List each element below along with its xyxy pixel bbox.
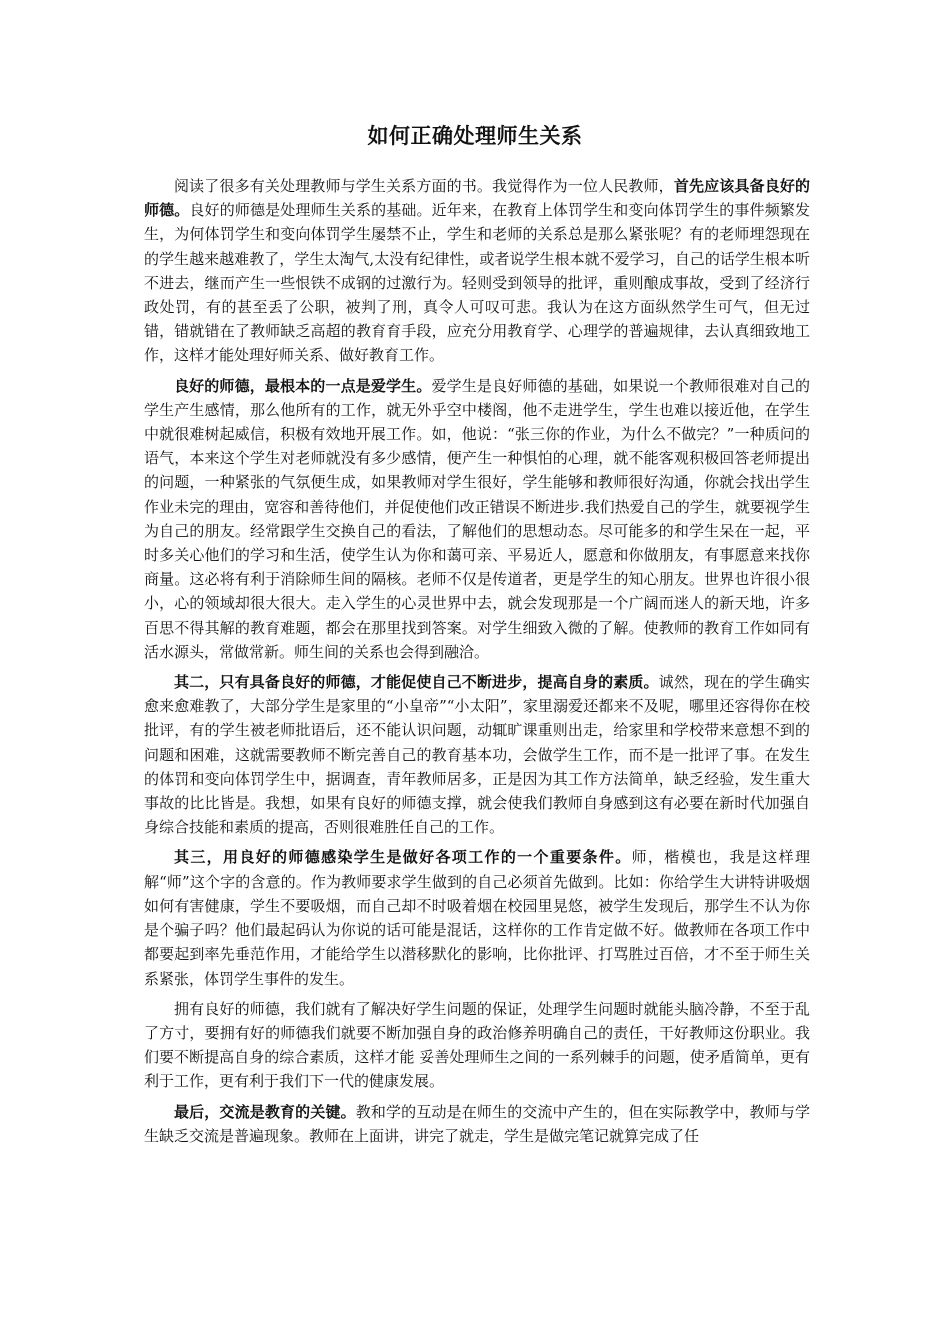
paragraph-2 <box>144 374 810 664</box>
paragraph-3-text: 诚然，现在的学生确实愈来愈难教了，大部分学生是家里的“小皇帝”“小太阳”，家里溺爱还都来不及呢，哪里还容得你在校批评，有的学生被老师批语后，还不能认识问题，动辄旷课重则出走，给家里和学校带来意想不到的问题和困难，这就需要教师不断完善自己的教育基本功，会做学生工作，而不是一批评了事。在发生的体罚和变向体罚学生中，据调查，青年教师居多，正是因为其工作方法简单，缺乏经验，发生重大事故的比比皆是。我想，如果有良好的师德支撑，就会使我们教师自身感到这有必要在新时代加强自身综合技能和素质的提高，否则很难胜任自己的工作。 <box>144 673 810 837</box>
document-title: 如何正确处理师生关系 <box>367 124 583 148</box>
paragraph-4-heading: 其三，用良好的师德感染学生是做好各项工作的一个重要条件。 <box>174 848 632 867</box>
paragraph-2-heading: 良好的师德，最根本的一点是爱学生。 <box>174 376 432 395</box>
paragraph-1-text: 阅读了很多有关处理教师与学生关系方面的书。我觉得作为一位人民教师， <box>174 177 674 195</box>
paragraph-1-bold-text: 首先应该具备良好的师德。 <box>144 177 810 220</box>
paragraph-3 <box>144 670 810 839</box>
paragraph-6-heading: 最后，交流是教育的关键。 <box>174 1102 356 1121</box>
paragraph-1 <box>144 174 810 368</box>
paragraph-6 <box>144 1100 810 1148</box>
paragraph-3-heading: 其二，只有具备良好的师德，才能促使自己不断进步，提高自身的素质。 <box>174 673 659 692</box>
paragraph-5-text: 拥有良好的师德，我们就有了解决好学生问题的保证，处理学生问题时就能头脑冷静，不至于乱了方寸，要拥有好的师德我们就要不断加强自身的政治修养明确自己的责任，干好教师这份职业。我们要不断提高自身的综合素质，这样才能 妥善处理师生之间的一系列棘手的问题，使矛盾简单，更有利于工作，更有利于我们下一代的健康发展。 <box>144 999 810 1091</box>
paragraph-5 <box>144 997 810 1094</box>
paragraph-4 <box>144 845 810 990</box>
paragraph-4-text: 师，楷模也，我是这样理解“师”这个字的含意的。作为教师要求学生做到的自己必须首先做到。比如：你给学生大讲特讲吸烟如何有害健康，学生不要吸烟，而自己却不时吸着烟在校园里晃悠，被学生发现后，那学生不认为你是个骗子吗？他们最起码认为你说的话可能是混话，这样你的工作肯定做不好。做教师在各项工作中都要起到率先垂范作用，才能给学生以潜移默化的影响，比你批评、打骂胜过百倍，才不至于师生关系紧张，体罚学生事件的发生。 <box>144 848 810 988</box>
document-body <box>144 174 810 1154</box>
paragraph-6-text: 教和学的互动是在师生的交流中产生的，但在实际教学中，教师与学生缺乏交流是普遍现象。教师在上面讲，讲完了就走，学生是做完笔记就算完成了任 <box>144 1102 810 1145</box>
paragraph-2-text: 爱学生是良好师德的基础，如果说一个教师很难对自己的学生产生感情，那么他所有的工作，就无外乎空中楼阁，他不走进学生，学生也难以接近他，在学生中就很难树起威信，积极有效地开展工作。如，他说：“张三你的作业，为什么不做完？”一种质问的语气，本来这个学生对老师就没有多少感情，便产生一种惧怕的心理，就不能客观积极回答老师提出的问题，一种紧张的气氛便生成，如果教师对学生很好，学生能够和教师很好沟通，你就会找出学生作业未完的理由，宽容和善待他们，并促使他们改正错误不断进步.我们热爱自己的学生，就要视学生为自己的朋友。经常跟学生交换自己的看法，了解他们的思想动态。尽可能多的和学生呆在一起，平时多关心他们的学习和生活，使学生认为你和蔼可亲、平易近人，愿意和你做朋友，有事愿意来找你商量。这必将有利于消除师生间的隔核。老师不仅是传道者，更是学生的知心朋友。世界也许很小很小，心的领域却很大很大。走入学生的心灵世界中去，就会发现那是一个广阔而迷人的新天地，许多百思不得其解的教育难题，都会在那里找到答案。对学生细致入微的了解。使教师的教育工作如同有活水源头，常做常新。师生间的关系也会得到融洽。 <box>144 376 810 661</box>
paragraph-1-rest-text: 良好的师德是处理师生关系的基础。近年来，在教育上体罚学生和变向体罚学生的事件频繁发生，为何体罚学生和变向体罚学生屡禁不止，学生和老师的关系总是那么紧张呢？有的老师埋怨现在的学生越来越难教了，学生太淘气,太没有纪律性，或者说学生根本就不爱学习，自己的话学生根本听不进去，继而产生一些恨铁不成钢的过激行为。轻则受到领导的批评，重则酿成事故，受到了经济行政处罚，有的甚至丢了公职，被判了刑，真令人可叹可悲。我认为在这方面纵然学生可气，但无过错，错就错在了教师缺乏高超的教育育手段，应充分用教育学、心理学的普遍规律，去认真细致地工作，这样才能处理好师关系、做好教育工作。 <box>144 201 810 365</box>
